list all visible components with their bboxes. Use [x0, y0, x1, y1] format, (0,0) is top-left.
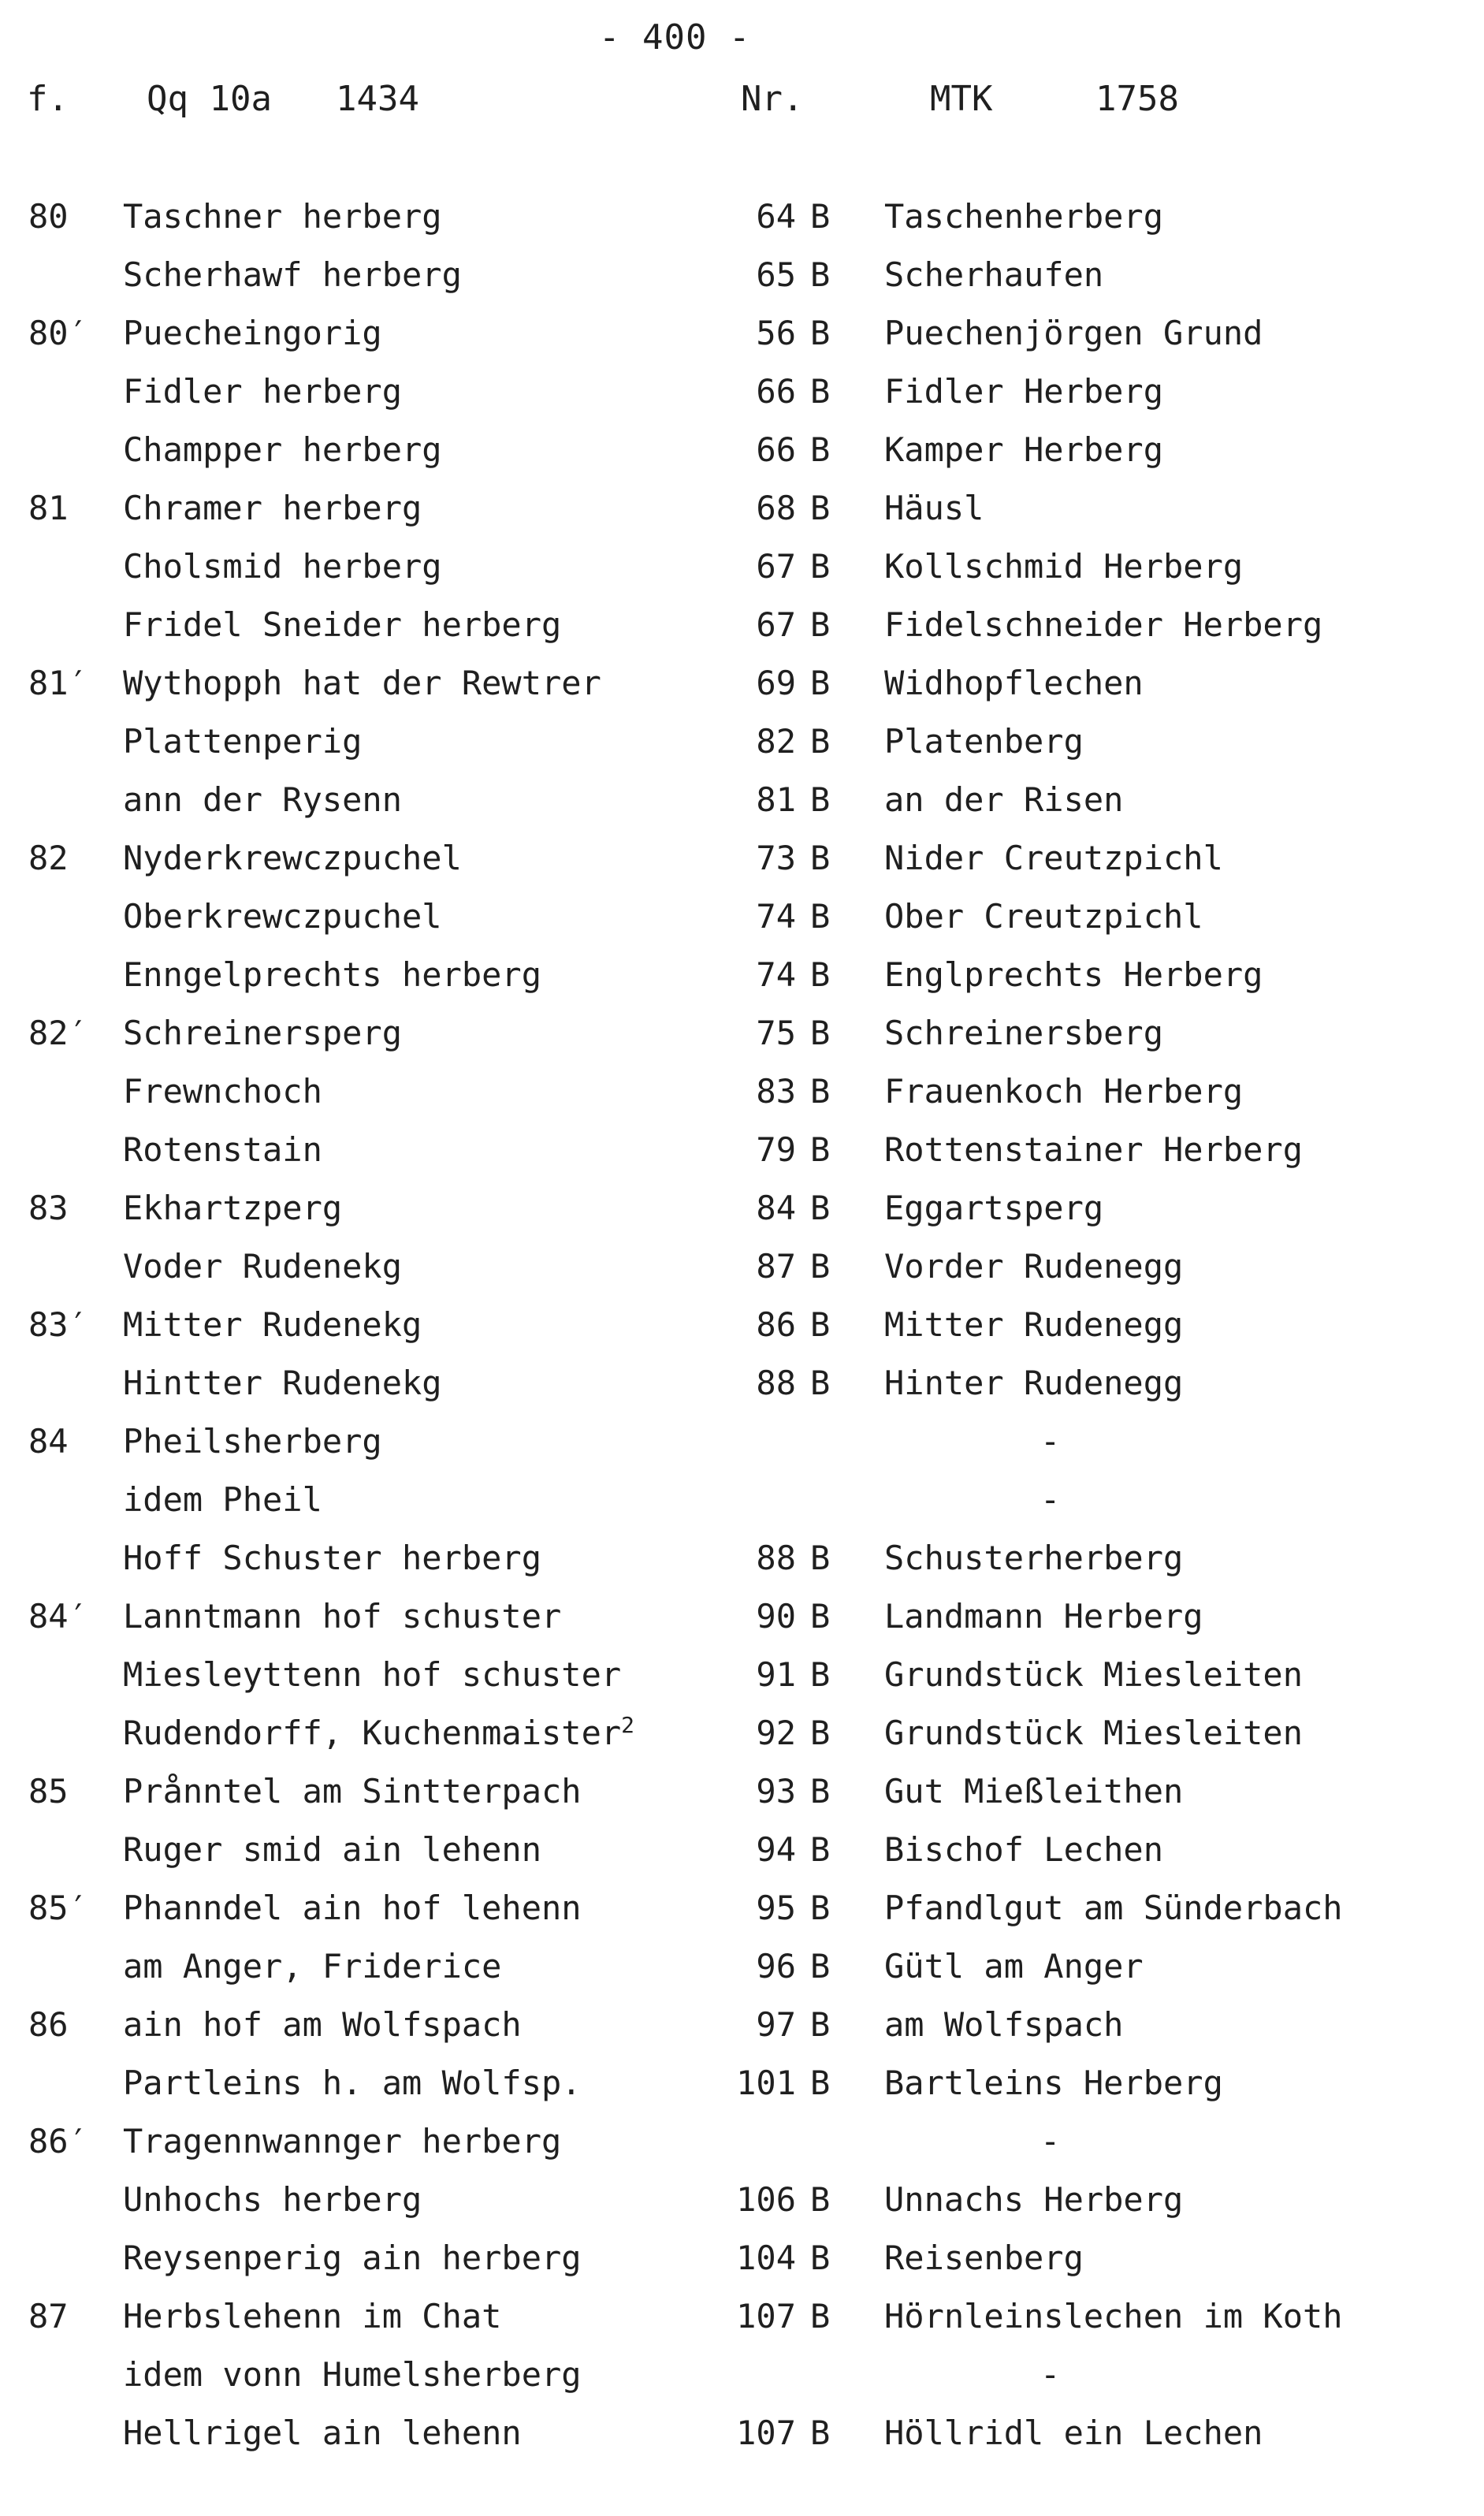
entry-name-text: Taschner herberg [123, 197, 442, 236]
entry-name-text: Champper herberg [123, 430, 442, 469]
entry-name-1758: Häusl [884, 489, 984, 527]
entry-number: 96 [756, 1947, 796, 1986]
entry-name-text: Ekhartzperg [123, 1189, 343, 1227]
entry-letter: B [810, 547, 831, 586]
entry-name-text: am Anger, Friderice [123, 1947, 502, 1986]
entry-name-text: Partleins h. am Wolfsp. [123, 2064, 582, 2102]
entry-name-1434 [123, 1539, 541, 1577]
entry-name-1434 [123, 1889, 582, 1927]
entry-name-1758: Fidelschneider Herberg [884, 605, 1323, 644]
entry-name-1434 [123, 2297, 501, 2335]
entry-number: 107 [736, 2414, 796, 2452]
entry-number: 95 [756, 1889, 796, 1927]
entry-name-text: Lanntmann hof schuster [123, 1597, 562, 1636]
entry-name-1434 [123, 430, 442, 469]
entry-number: 75 [756, 1014, 796, 1052]
entry-letter: B [810, 1014, 831, 1052]
entry-row [0, 2005, 1484, 2064]
entry-row [0, 1655, 1484, 1714]
entry-row [0, 839, 1484, 897]
entry-name-1434 [123, 547, 442, 586]
entry-name-1434 [123, 1714, 634, 1752]
entry-name-1758: Mitter Rudenegg [884, 1305, 1184, 1344]
entry-name-1758: am Wolfspach [884, 2005, 1124, 2044]
folio-number: 85′ [28, 1889, 88, 1927]
entry-row [0, 1422, 1484, 1480]
folio-number: 84 [28, 1422, 69, 1461]
entry-name-1758: Kamper Herberg [884, 430, 1164, 469]
entry-row [0, 605, 1484, 664]
entry-number: 90 [756, 1597, 796, 1636]
entry-name-1434 [123, 1480, 322, 1519]
entry-letter: B [810, 1655, 831, 1694]
entry-name-1758: Hinter Rudenegg [884, 1364, 1184, 1402]
entry-number: 87 [756, 1247, 796, 1286]
entry-name-1434 [123, 1772, 582, 1811]
entry-name-text: Fridel Sneider herberg [123, 605, 562, 644]
entry-letter: B [810, 1247, 831, 1286]
folio-number: 82 [28, 839, 69, 877]
entry-letter: B [810, 1714, 831, 1752]
entry-name-text: Fidler herberg [123, 372, 403, 411]
entry-name-1434 [123, 1189, 342, 1227]
entry-name-text: Enngelprechts herberg [123, 955, 542, 994]
entry-name-1758: Ober Creutzpichl [884, 897, 1203, 936]
entry-name-text: ain hof am Wolfspach [123, 2005, 522, 2044]
entry-number: 67 [756, 547, 796, 586]
entry-name-1758: Grundstück Miesleiten [884, 1714, 1304, 1752]
entry-number: 68 [756, 489, 796, 527]
entry-number: 106 [736, 2180, 796, 2219]
entry-name-1758: Gut Mießleithen [884, 1772, 1184, 1811]
entry-row [0, 1014, 1484, 1072]
entry-name-1434 [123, 2180, 422, 2219]
entry-name-1434 [123, 314, 382, 352]
folio-number: 80′ [28, 314, 88, 352]
entry-name-1434 [123, 1072, 322, 1111]
entry-letter: B [810, 1830, 831, 1869]
entry-list [0, 197, 1484, 2472]
footnote-marker: 2 [621, 1712, 635, 1738]
entry-name-1434 [123, 2355, 582, 2394]
entry-name-text: ann der Rysenn [123, 780, 403, 819]
entry-name-1434 [123, 1830, 541, 1869]
source-year: 1434 [336, 79, 419, 119]
entry-name-1434 [123, 2064, 582, 2102]
entry-name-1434 [123, 780, 402, 819]
entry-name-1758: Höllridl ein Lechen [884, 2414, 1263, 2452]
entry-letter: B [810, 1072, 831, 1111]
entry-letter: B [810, 430, 831, 469]
entry-name-text: Frewnchoch [123, 1072, 322, 1111]
entry-row [0, 1189, 1484, 1247]
entry-letter: B [810, 197, 831, 236]
entry-name-1434 [123, 722, 362, 761]
entry-name-text: Unhochs herberg [123, 2180, 422, 2219]
entry-name-1434 [123, 1947, 501, 1986]
entry-row [0, 1539, 1484, 1597]
entry-number: 94 [756, 1830, 796, 1869]
entry-name-1434 [123, 664, 601, 702]
entry-row [0, 1480, 1484, 1539]
entry-letter: B [810, 780, 831, 819]
entry-number: 66 [756, 372, 796, 411]
entry-name-text: Miesleyttenn hof schuster [123, 1655, 622, 1694]
entry-name-1758: Vorder Rudenegg [884, 1247, 1184, 1286]
entry-letter: B [810, 1772, 831, 1811]
entry-letter: B [810, 722, 831, 761]
folio-number: 83′ [28, 1305, 88, 1344]
mtk-label: MTK [930, 79, 993, 119]
entry-name-1758: an der Risen [884, 780, 1124, 819]
entry-row [0, 780, 1484, 839]
entry-row [0, 2297, 1484, 2355]
entry-row [0, 1072, 1484, 1130]
entry-letter: B [810, 955, 831, 994]
entry-letter: B [810, 255, 831, 294]
entry-name-1758: Landmann Herberg [884, 1597, 1203, 1636]
entry-name-1758: Unnachs Herberg [884, 2180, 1184, 2219]
entry-number: 74 [756, 955, 796, 994]
entry-name-1434 [123, 897, 442, 936]
entry-row [0, 1947, 1484, 2005]
entry-row [0, 547, 1484, 605]
entry-letter: B [810, 1130, 831, 1169]
entry-row [0, 664, 1484, 722]
folio-number: 82′ [28, 1014, 88, 1052]
entry-name-text: Nyderkrewczpuchel [123, 839, 462, 877]
entry-letter: B [810, 2064, 831, 2102]
entry-number: 82 [756, 722, 796, 761]
folio-number: 86′ [28, 2122, 88, 2161]
entry-name-1758: Puechenjörgen Grund [884, 314, 1263, 352]
entry-letter: B [810, 1189, 831, 1227]
entry-name-1434 [123, 955, 541, 994]
entry-letter: B [810, 1305, 831, 1344]
entry-row [0, 1130, 1484, 1189]
entry-row [0, 1714, 1484, 1772]
entry-name-1758: Bischof Lechen [884, 1830, 1164, 1869]
entry-name-1434 [123, 1305, 422, 1344]
entry-letter: B [810, 1947, 831, 1986]
entry-name-text: idem Pheil [123, 1480, 322, 1519]
entry-letter: B [810, 897, 831, 936]
entry-name-text: Wythopph hat der Rewtrer [123, 664, 601, 702]
entry-name-text: Hoff Schuster herberg [123, 1539, 542, 1577]
entry-name-text: Rotenstain [123, 1130, 322, 1169]
entry-name-text: Schreinersperg [123, 1014, 403, 1052]
entry-letter: B [810, 2005, 831, 2044]
entry-name-1434 [123, 2005, 522, 2044]
entry-name-text: Pheilsherberg [123, 1422, 382, 1461]
entry-row [0, 1305, 1484, 1364]
folio-number: 86 [28, 2005, 69, 2044]
entry-name-text: Tragennwannger herberg [123, 2122, 562, 2161]
entry-row [0, 255, 1484, 314]
entry-name-1434 [123, 2122, 561, 2161]
entry-name-text: Cholsmid herberg [123, 547, 442, 586]
entry-name-1758: Schreinersberg [884, 1014, 1164, 1052]
entry-name-1434 [123, 605, 561, 644]
missing-entry-dash: - [1040, 2122, 1061, 2161]
nr-label: Nr. [741, 79, 804, 119]
entry-number: 66 [756, 430, 796, 469]
folio-number: 81 [28, 489, 69, 527]
entry-number: 81 [756, 780, 796, 819]
entry-name-text: Plattenperig [123, 722, 363, 761]
folio-number: 80 [28, 197, 69, 236]
entry-number: 64 [756, 197, 796, 236]
entry-row [0, 430, 1484, 489]
missing-entry-dash: - [1040, 1422, 1061, 1461]
entry-name-text: Voder Rudenekg [123, 1247, 403, 1286]
entry-row [0, 372, 1484, 430]
entry-name-1434 [123, 197, 442, 236]
entry-name-1434 [123, 839, 462, 877]
entry-letter: B [810, 489, 831, 527]
entry-row [0, 1247, 1484, 1305]
entry-number: 88 [756, 1539, 796, 1577]
entry-name-text: Oberkrewczpuchel [123, 897, 442, 936]
entry-name-text: Prånntel am Sintterpach [123, 1772, 582, 1811]
entry-letter: B [810, 1889, 831, 1927]
entry-letter: B [810, 1364, 831, 1402]
entry-name-1434 [123, 489, 422, 527]
page-number: - 400 - [599, 17, 751, 58]
entry-name-1434 [123, 2414, 522, 2452]
entry-row [0, 2414, 1484, 2472]
entry-letter: B [810, 839, 831, 877]
missing-entry-dash: - [1040, 2355, 1061, 2394]
entry-name-text: Scherhawf herberg [123, 255, 462, 294]
entry-name-1758: Rottenstainer Herberg [884, 1130, 1304, 1169]
entry-name-1758: Hörnleinslechen im Koth [884, 2297, 1343, 2335]
entry-number: 67 [756, 605, 796, 644]
entry-name-1758: Fidler Herberg [884, 372, 1164, 411]
entry-number: 93 [756, 1772, 796, 1811]
entry-row [0, 2180, 1484, 2239]
entry-row [0, 897, 1484, 955]
entry-row [0, 1889, 1484, 1947]
entry-name-1758: Schusterherberg [884, 1539, 1184, 1577]
entry-letter: B [810, 2414, 831, 2452]
entry-name-1758: Nider Creutzpichl [884, 839, 1223, 877]
entry-name-1434 [123, 1597, 561, 1636]
entry-row [0, 314, 1484, 372]
entry-number: 101 [736, 2064, 796, 2102]
entry-number: 84 [756, 1189, 796, 1227]
entry-number: 107 [736, 2297, 796, 2335]
entry-row [0, 1830, 1484, 1889]
entry-name-1434 [123, 1247, 402, 1286]
entry-name-text: Herbslehenn im Chat [123, 2297, 502, 2335]
entry-row [0, 2122, 1484, 2180]
entry-name-1758: Widhopflechen [884, 664, 1144, 702]
entry-name-text: Rudendorff, Kuchenmaister [123, 1714, 622, 1752]
folio-number: 85 [28, 1772, 69, 1811]
entry-name-1434 [123, 1364, 442, 1402]
entry-number: 86 [756, 1305, 796, 1344]
entry-name-text: Mitter Rudenekg [123, 1305, 422, 1344]
entry-letter: B [810, 2239, 831, 2277]
entry-name-1758: Englprechts Herberg [884, 955, 1263, 994]
entry-number: 88 [756, 1364, 796, 1402]
entry-number: 104 [736, 2239, 796, 2277]
entry-letter: B [810, 664, 831, 702]
entry-name-1434 [123, 1130, 322, 1169]
entry-name-text: Phanndel ain hof lehenn [123, 1889, 582, 1927]
entry-number: 74 [756, 897, 796, 936]
entry-name-text: Puecheingorig [123, 314, 382, 352]
entry-row [0, 197, 1484, 255]
entry-name-1758: Frauenkoch Herberg [884, 1072, 1244, 1111]
missing-entry-dash: - [1040, 1480, 1061, 1519]
entry-name-1758: Bartleins Herberg [884, 2064, 1223, 2102]
entry-row [0, 1772, 1484, 1830]
entry-number: 91 [756, 1655, 796, 1694]
entry-name-1434 [123, 1014, 402, 1052]
entry-name-1434 [123, 2239, 582, 2277]
entry-letter: B [810, 1597, 831, 1636]
folio-number: 84′ [28, 1597, 88, 1636]
folio-label: f. [27, 79, 69, 119]
entry-name-1758: Kollschmid Herberg [884, 547, 1244, 586]
entry-name-1758: Gütl am Anger [884, 1947, 1144, 1986]
entry-name-text: Reysenperig ain herberg [123, 2239, 582, 2277]
entry-row [0, 2355, 1484, 2414]
entry-name-1758: Scherhaufen [884, 255, 1104, 294]
source-label: Qq 10a [147, 79, 272, 119]
entry-number: 69 [756, 664, 796, 702]
entry-name-1758: Pfandlgut am Sünderbach [884, 1889, 1343, 1927]
entry-name-1758: Reisenberg [884, 2239, 1084, 2277]
entry-row [0, 722, 1484, 780]
entry-name-text: Hellrigel ain lehenn [123, 2414, 522, 2452]
entry-name-1758: Grundstück Miesleiten [884, 1655, 1304, 1694]
entry-name-text: Ruger smid ain lehenn [123, 1830, 542, 1869]
entry-name-1434 [123, 372, 402, 411]
entry-row [0, 955, 1484, 1014]
entry-letter: B [810, 314, 831, 352]
entry-name-text: Hintter Rudenekg [123, 1364, 442, 1402]
entry-name-1434 [123, 1422, 382, 1461]
entry-name-1758: Platenberg [884, 722, 1084, 761]
entry-letter: B [810, 1539, 831, 1577]
entry-number: 65 [756, 255, 796, 294]
entry-number: 79 [756, 1130, 796, 1169]
entry-name-1434 [123, 1655, 621, 1694]
entry-row [0, 2064, 1484, 2122]
entry-letter: B [810, 372, 831, 411]
entry-name-1434 [123, 255, 462, 294]
entry-row [0, 1364, 1484, 1422]
entry-number: 56 [756, 314, 796, 352]
folio-number: 81′ [28, 664, 88, 702]
entry-name-1758: Taschenherberg [884, 197, 1164, 236]
entry-name-text: idem vonn Humelsherberg [123, 2355, 582, 2394]
entry-number: 83 [756, 1072, 796, 1111]
entry-number: 73 [756, 839, 796, 877]
entry-letter: B [810, 605, 831, 644]
entry-name-text: Chramer herberg [123, 489, 422, 527]
entry-number: 92 [756, 1714, 796, 1752]
entry-row [0, 2239, 1484, 2297]
entry-row [0, 489, 1484, 547]
entry-name-1758: Eggartsperg [884, 1189, 1104, 1227]
mtk-year: 1758 [1095, 79, 1179, 119]
folio-number: 87 [28, 2297, 69, 2335]
entry-row [0, 1597, 1484, 1655]
entry-letter: B [810, 2180, 831, 2219]
folio-number: 83 [28, 1189, 69, 1227]
entry-letter: B [810, 2297, 831, 2335]
entry-number: 97 [756, 2005, 796, 2044]
